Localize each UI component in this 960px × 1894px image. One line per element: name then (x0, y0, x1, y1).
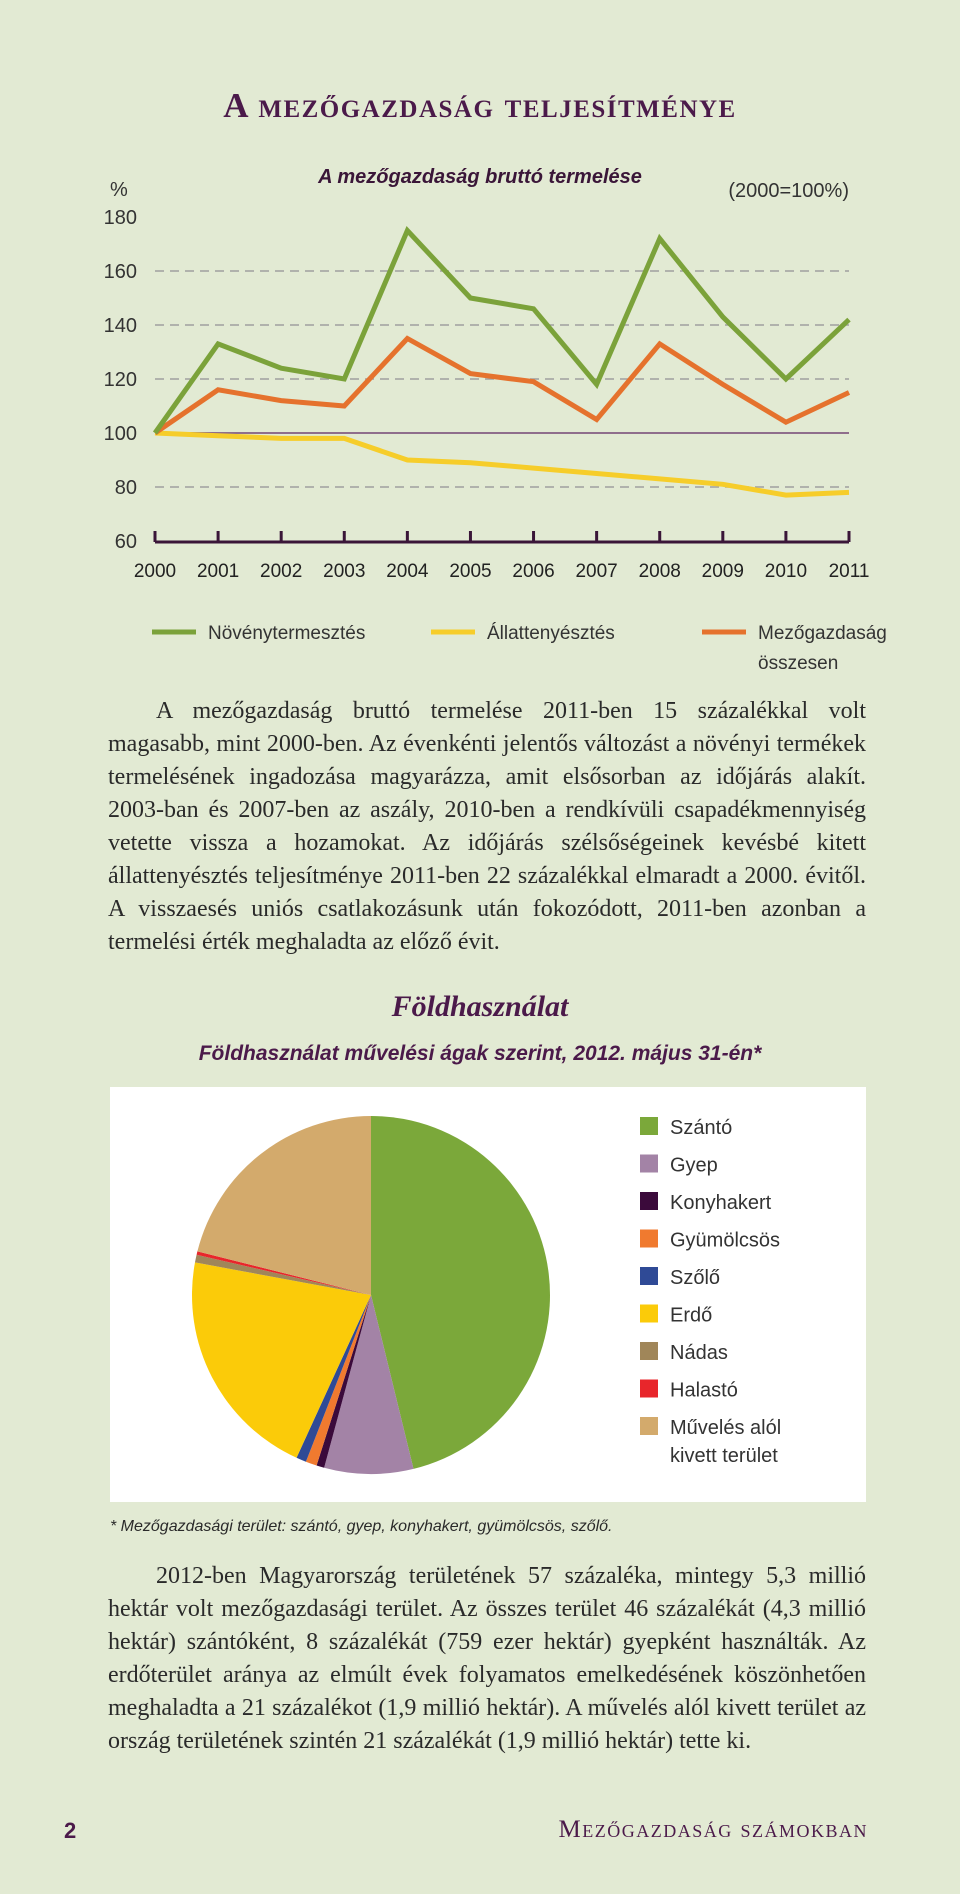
x-axis (134, 531, 870, 582)
legend-label-cont: összesen (758, 653, 839, 674)
pie-slices (192, 1116, 550, 1474)
pie-legend-label: Nádas (670, 1342, 728, 1364)
pie-legend-label: Konyhakert (670, 1192, 772, 1214)
pie-legend (640, 1117, 781, 1467)
pie-legend-label-cont: kivett terület (670, 1445, 778, 1467)
y-ticks (104, 207, 137, 553)
pie-legend-swatch (640, 1417, 658, 1435)
pie-legend-swatch (640, 1342, 658, 1360)
pie-chart (110, 1087, 866, 1502)
series-line-2 (155, 339, 849, 434)
y-tick-label: 60 (114, 531, 137, 553)
page-number: 2 (64, 1818, 77, 1843)
x-tick-label: 2001 (196, 561, 240, 582)
pie-legend-label: Szőlő (670, 1267, 721, 1289)
line-chart-svg (0, 160, 960, 700)
paragraph-2 (108, 1560, 866, 1758)
y-tick-label: 180 (103, 207, 137, 229)
pie-legend-label: Halastó (670, 1379, 738, 1402)
y-tick-label: 160 (103, 261, 137, 283)
pie-legend-swatch (640, 1155, 658, 1173)
series-line-0 (155, 231, 849, 434)
pie-legend-swatch (640, 1230, 658, 1248)
pie-legend-swatch (640, 1305, 658, 1323)
y-unit-label: % (110, 179, 128, 201)
x-tick-label: 2000 (133, 561, 177, 582)
pie-legend-swatch (640, 1192, 658, 1210)
pie-legend-label: Gyep (670, 1154, 718, 1177)
y-tick-label: 80 (114, 477, 137, 499)
x-tick-label: 2005 (449, 561, 492, 582)
line-legend (152, 623, 887, 674)
pie-legend-label: Szántó (670, 1117, 733, 1139)
x-tick-label: 2009 (701, 561, 744, 582)
paragraph-1-text: A mezőgazdaság bruttó termelése 2011-ben 15 százalékkal volt magasabb, mint 2000-ben. Az évenkénti jelentős változást a növényi termékek termelésének ingadozása magyarázza, amit elsősorban az időjárás alakít. 2003-ban és 2007-ben az aszály, 2010-ben a rendkívüli csapadékmennyiség vetette vissza a hozamokat. Az időjárás szélsőségeinek kevésbé kitett állattenyésztés teljesítménye 2011-ben 22 százalékkal elmaradt a 2000. évitől. A visszaesés uniós csatlakozásunk után fokozódott, 2011-ben azonban a termelési érték meghaladta az előző évit. (108, 698, 866, 955)
legend-label: Növénytermesztés (208, 623, 366, 644)
section-heading: Földhasználat (391, 990, 569, 1023)
paragraph-1 (108, 695, 866, 959)
x-tick-label: 2004 (386, 561, 429, 582)
x-tick-label: 2007 (575, 561, 618, 582)
x-tick-label: 2010 (764, 561, 808, 582)
series-lines (155, 231, 849, 496)
pie-legend-label: Erdő (670, 1304, 713, 1327)
pie-legend-swatch (640, 1117, 658, 1135)
x-tick-label: 2008 (638, 561, 681, 582)
pie-legend-label: Művelés alól (670, 1417, 782, 1439)
paragraph-2-text: 2012-ben Magyarország területének 57 százaléka, mintegy 5,3 millió hektár volt mezőgazdasági terület. Az összes terület 46 százalékát (4,3 millió hektár) szántóként, 8 százalékát (759 ezer hektár) gyepként használták. Az erdőterület aránya az elmúlt évek folyamatos emelkedésének köszönhetően meghaladta a 21 százalékot (1,9 millió hektár). A művelés alól kivett terület az ország területének szintén 21 százalékát (1,9 millió hektár) tette ki. (108, 1563, 866, 1754)
pie-chart-title: Földhasználat művelési ágak szerint, 2012. május 31-én* (198, 1042, 762, 1065)
pie-legend-swatch (640, 1380, 658, 1398)
pie-legend-label: Gyümölcsös (670, 1229, 781, 1252)
x-tick-label: 2003 (323, 561, 366, 582)
legend-label: Állattenyésztés (487, 623, 615, 644)
y-tick-label: 100 (103, 423, 137, 445)
x-tick-label: 2006 (512, 561, 555, 582)
pie-chart-svg (110, 1087, 866, 1502)
y-tick-label: 120 (103, 369, 137, 391)
page-heading: A mezőgazdaság teljesítménye (223, 86, 737, 125)
base-note: (2000=100%) (728, 180, 849, 202)
x-tick-label: 2011 (828, 561, 870, 582)
series-line-1 (155, 433, 849, 495)
x-tick-label: 2002 (260, 561, 303, 582)
footnote: * Mezőgazdasági terület: szántó, gyep, konyhakert, gyümölcsös, szőlő. (110, 1518, 613, 1535)
pie-legend-swatch (640, 1267, 658, 1285)
y-tick-label: 140 (103, 315, 137, 337)
line-chart-title: A mezőgazdaság bruttó termelése (318, 166, 642, 188)
line-chart (0, 160, 960, 700)
running-footer: Mezőgazdaság számokban (558, 1816, 868, 1843)
legend-label: Mezőgazdaság (758, 623, 887, 644)
